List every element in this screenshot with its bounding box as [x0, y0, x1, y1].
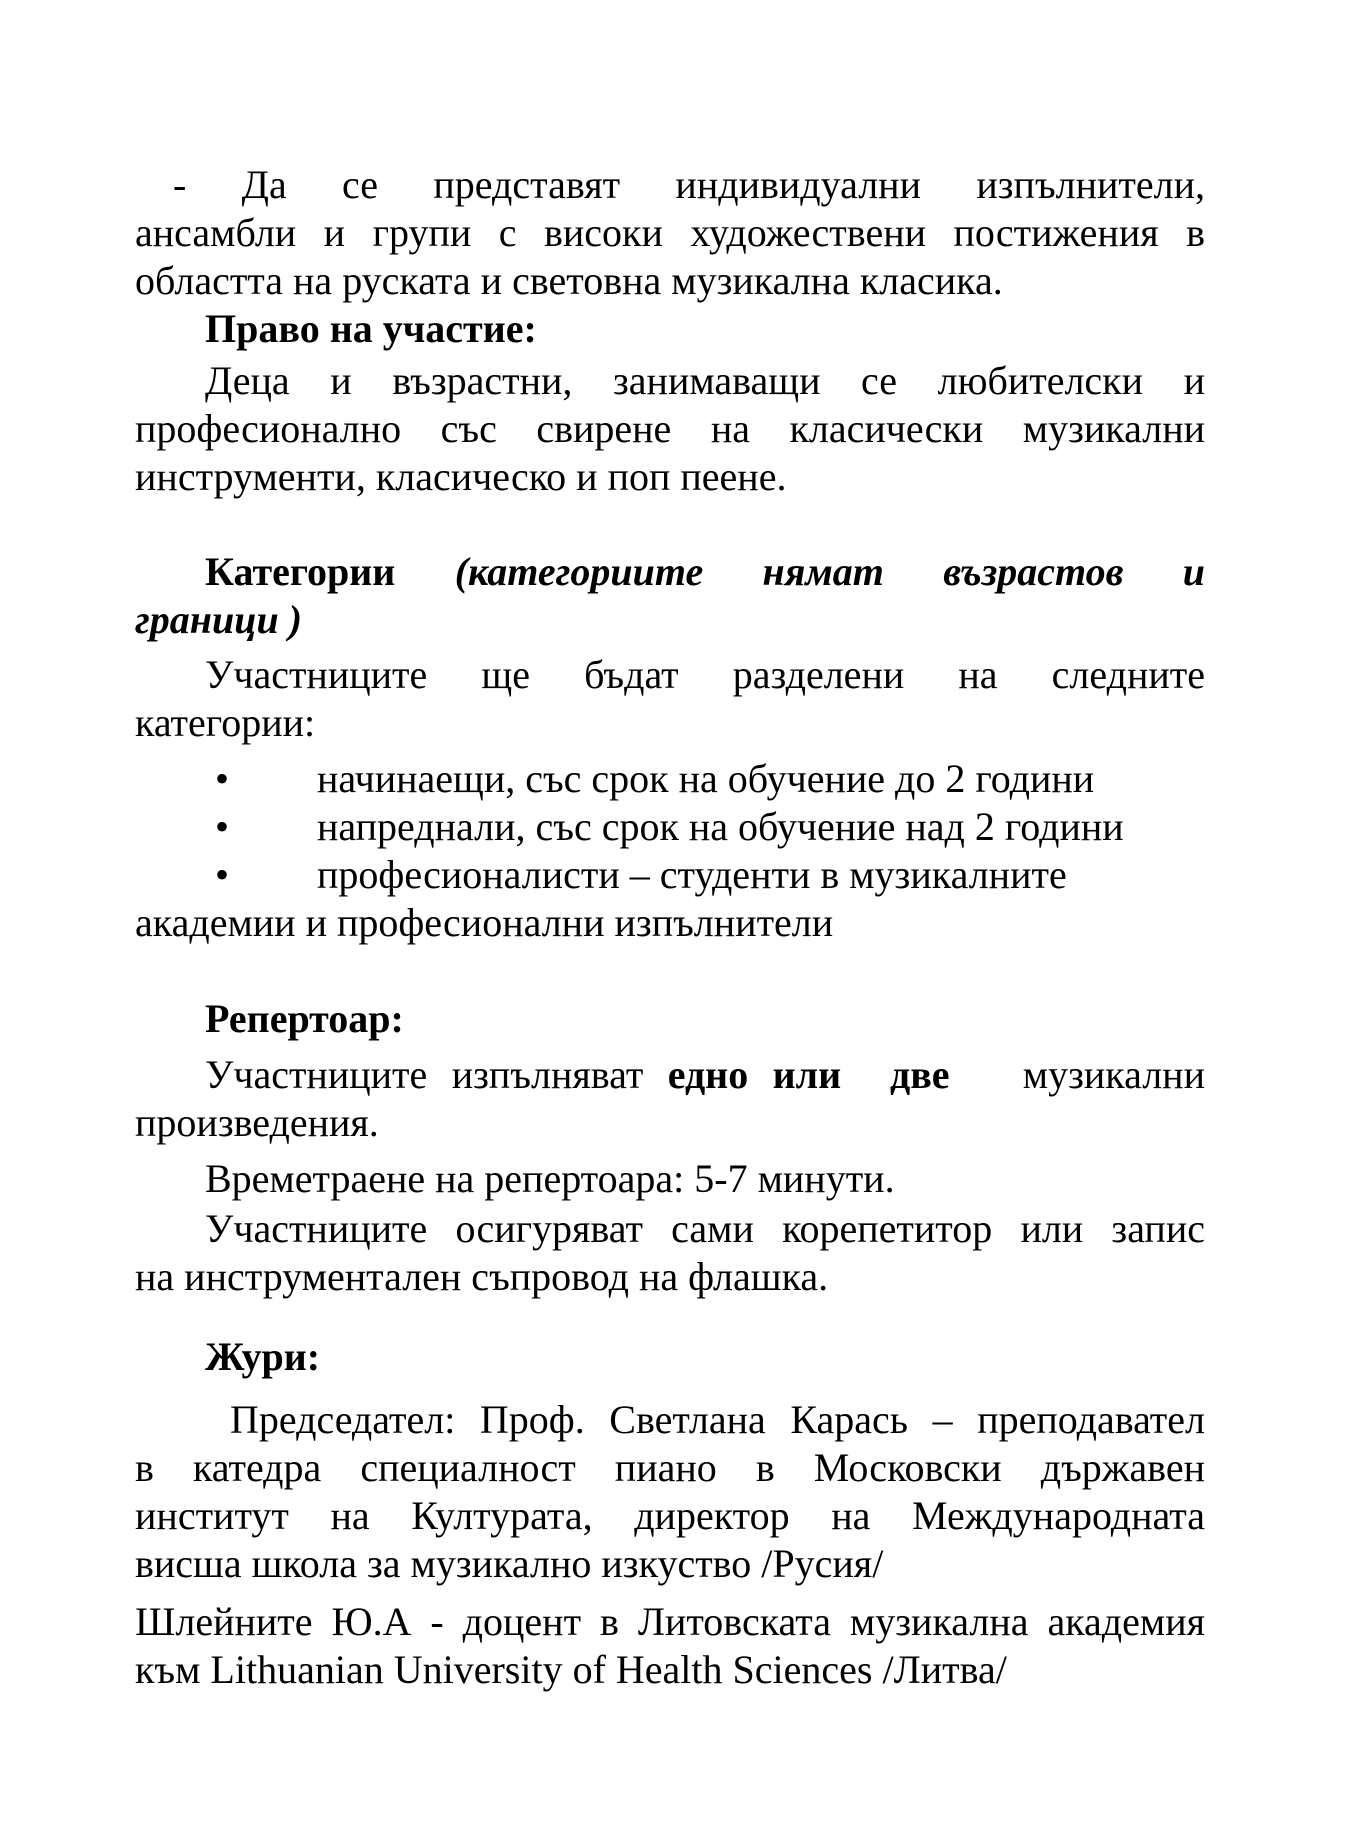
- paragraph-chairman-line-2: в катедра специалност пиано в Московски държавен: [135, 1445, 1205, 1490]
- paragraph-accompanist: [135, 1205, 1205, 1301]
- paragraph-jury-member: [135, 1598, 1205, 1694]
- list-item-beginners: [135, 755, 1205, 803]
- paragraph-repertoire-line-1: [135, 1051, 1205, 1099]
- blank-line: [135, 1301, 1205, 1333]
- paragraph-chairman: [135, 1396, 1205, 1588]
- paragraph-eligibility-line-2: професионално със свирене на класически музикални: [135, 406, 1205, 451]
- list-item-advanced: [135, 803, 1205, 851]
- paragraph-eligibility-line-3: инструменти, класическо и поп пеене.: [135, 454, 787, 499]
- repertoire-text-pre: Участниците изпълняват: [205, 1052, 668, 1097]
- list-item-professionals-line-2: академии и професионални изпълнители: [135, 900, 834, 945]
- paragraph-eligibility: [135, 357, 1205, 501]
- list-item-advanced-text: напреднали, със срок на обучение над 2 години: [317, 804, 1124, 849]
- heading-juri: Жури:: [205, 1334, 321, 1379]
- paragraph-accompanist-line-2: на инструментален съпровод на флашка.: [135, 1254, 829, 1299]
- paragraph-repertoire-line-2: произведения.: [135, 1100, 379, 1145]
- list-item-professionals: [135, 851, 1205, 899]
- list-item-professionals-text: професионалисти – студенти в музикалните: [317, 852, 1067, 897]
- paragraph-goals-line-3: областта на руската и световна музикална класика.: [135, 258, 1003, 303]
- bullet-icon: •: [215, 756, 230, 801]
- paragraph-chairman-line-3: институт на Културата, директор на Международната: [135, 1493, 1205, 1538]
- blank-line: [135, 501, 1205, 548]
- paragraph-split: [135, 651, 1205, 747]
- heading-kategorii-line-1: [135, 548, 1205, 596]
- heading-kategorii-bold: Категории: [205, 549, 396, 594]
- paragraph-split-line-2: категории:: [135, 700, 316, 745]
- heading-repertoar: Репертоар:: [205, 996, 404, 1041]
- paragraph-goals-line-2: ансамбли и групи с високи художествени постижения в: [135, 210, 1205, 255]
- list-item-beginners-text: начинаещи, със срок на обучение до 2 години: [317, 756, 1095, 801]
- paragraph-jury-member-line-1: Шлейните Ю.А - доцент в Литовската музикална академия: [135, 1599, 1205, 1644]
- paragraph-accompanist-line-1: Участниците осигуряват сами корепетитор или запис: [205, 1206, 1205, 1251]
- paragraph-eligibility-line-1: Деца и възрастни, занимаващи се любителски и: [205, 358, 1205, 403]
- repertoire-text-bold: едно или две: [667, 1052, 950, 1097]
- heading-kategorii-line-2: граници ): [135, 597, 303, 642]
- bullet-icon: •: [215, 852, 230, 897]
- paragraph-split-line-1: Участниците ще бъдат разделени на следните: [205, 652, 1205, 697]
- paragraph-goals-line-1: - Да се представят индивидуални изпълнители,: [173, 162, 1205, 207]
- category-list: [135, 755, 1205, 947]
- bullet-icon: •: [215, 804, 230, 849]
- repertoire-text-post: музикални: [949, 1052, 1205, 1097]
- paragraph-repertoire: [135, 1051, 1205, 1147]
- paragraph-chairman-line-1: Председател: Проф. Светлана Карась – преподавател: [230, 1397, 1205, 1442]
- blank-line: [135, 947, 1205, 995]
- heading-kategorii: [135, 548, 1205, 644]
- heading-pravo-na-uchastie: Право на участие:: [205, 306, 537, 351]
- paragraph-jury-member-line-2: към Lithuanian University of Health Sciences /Литва/: [135, 1647, 1007, 1692]
- heading-kategorii-italic: (категориите нямат възрастов и: [454, 549, 1206, 594]
- paragraph-goals: [135, 161, 1205, 305]
- paragraph-chairman-line-4: висша школа за музикално изкуство /Русия/: [135, 1541, 884, 1586]
- paragraph-duration: Времетраене на репертоара: 5-7 минути.: [205, 1156, 895, 1201]
